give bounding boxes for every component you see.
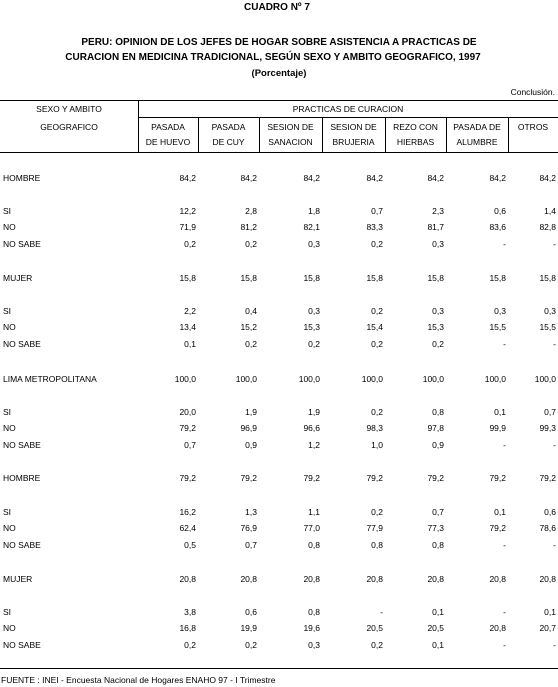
table-cell: 82,8: [539, 222, 556, 232]
row-label: MUJER: [3, 574, 33, 584]
table-cell: 2,8: [245, 206, 257, 216]
table-cell: 15,8: [179, 273, 196, 283]
table-cell: 84,2: [240, 173, 257, 183]
row-label: SI: [3, 306, 12, 316]
table-cell: 84,2: [489, 173, 506, 183]
table-cell: 0,2: [245, 239, 257, 249]
row-label: NO SABE: [3, 440, 41, 450]
table-cell: 0,6: [544, 507, 556, 517]
footer-rule: [0, 668, 558, 669]
table-cell: 0,1: [544, 607, 556, 617]
table-cell: -: [553, 440, 556, 450]
table-cell: 100,0: [174, 374, 196, 384]
table-cell: 79,2: [240, 473, 257, 483]
row-label: NO SABE: [3, 640, 41, 650]
table-cell: 71,9: [179, 222, 196, 232]
table-cell: 0,2: [371, 507, 383, 517]
table-cell: 84,2: [179, 173, 196, 183]
header-bottom-rule: [0, 152, 558, 153]
table-cell: 84,2: [303, 173, 320, 183]
group-header: PRACTICAS DE CURACION: [292, 104, 404, 114]
col-header-otros: OTROS: [517, 122, 549, 132]
table-cell: 0,8: [308, 540, 320, 550]
row-label: MUJER: [3, 273, 33, 283]
table-cell: 0,3: [544, 306, 556, 316]
row-label: NO SABE: [3, 239, 41, 249]
table-cell: 99,3: [539, 423, 556, 433]
table-row: [0, 540, 558, 552]
stub-header-line-1: SEXO Y AMBITO: [36, 104, 102, 114]
table-row: [0, 423, 558, 435]
table-cell: 15,3: [303, 322, 320, 332]
table-cell: 0,1: [184, 339, 196, 349]
table-cell: 0,1: [432, 640, 444, 650]
table-cell: 15,4: [366, 322, 383, 332]
table-cell: 83,3: [366, 222, 383, 232]
table-cell: 1,2: [308, 440, 320, 450]
table-cell: 84,2: [427, 173, 444, 183]
table-cell: 20,8: [539, 574, 556, 584]
table-cell: 0,7: [371, 206, 383, 216]
table-cell: 79,2: [489, 523, 506, 533]
table-cell: 100,0: [422, 374, 444, 384]
table-cell: 20,8: [179, 574, 196, 584]
table-cell: 100,0: [298, 374, 320, 384]
table-cell: -: [553, 339, 556, 349]
table-cell: 20,7: [539, 623, 556, 633]
table-cell: 15,2: [240, 322, 257, 332]
row-label: SI: [3, 407, 12, 417]
table-cell: -: [553, 239, 556, 249]
table-cell: 0,7: [245, 540, 257, 550]
conclusion-note: Conclusión.: [510, 87, 555, 97]
table-row: [0, 407, 558, 419]
table-cell: 15,5: [489, 322, 506, 332]
table-cell: 16,2: [179, 507, 196, 517]
table-cell: 20,8: [427, 574, 444, 584]
table-cell: 1,0: [371, 440, 383, 450]
table-cell: 0,2: [184, 239, 196, 249]
table-row: [0, 339, 558, 351]
table-cell: 1,9: [245, 407, 257, 417]
table-unit: (Porcentaje): [251, 68, 307, 79]
row-label: NO: [3, 222, 16, 232]
table-cell: 0,9: [432, 440, 444, 450]
table-cell: -: [503, 239, 506, 249]
table-cell: 0,4: [245, 306, 257, 316]
table-row: [0, 440, 558, 452]
row-label: NO SABE: [3, 339, 41, 349]
row-label: NO: [3, 623, 16, 633]
col-header-sesion-sanacion-2: SANACION: [268, 137, 313, 147]
table-cell: 0,1: [494, 507, 506, 517]
table-cell: -: [503, 640, 506, 650]
table-cell: -: [503, 339, 506, 349]
table-cell: -: [503, 440, 506, 450]
table-cell: 99,9: [489, 423, 506, 433]
table-cell: 0,8: [308, 607, 320, 617]
table-cell: 0,3: [432, 306, 444, 316]
table-cell: 19,6: [303, 623, 320, 633]
table-cell: 79,2: [489, 473, 506, 483]
table-cell: 0,3: [494, 306, 506, 316]
table-cell: 15,8: [489, 273, 506, 283]
col-header-sesion-brujeria-1: SESION DE: [330, 122, 377, 132]
table-cell: 62,4: [179, 523, 196, 533]
table-cell: 15,3: [427, 322, 444, 332]
table-cell: 20,5: [427, 623, 444, 633]
table-cell: 77,3: [427, 523, 444, 533]
table-cell: 81,7: [427, 222, 444, 232]
table-cell: 0,1: [494, 407, 506, 417]
table-cell: 0,2: [245, 339, 257, 349]
table-cell: 0,5: [184, 540, 196, 550]
table-cell: 0,2: [371, 239, 383, 249]
table-row: [0, 507, 558, 519]
table-cell: 81,2: [240, 222, 257, 232]
row-label: NO: [3, 523, 16, 533]
table-cell: 79,2: [366, 473, 383, 483]
table-cell: -: [503, 540, 506, 550]
table-cell: 0,2: [371, 407, 383, 417]
group-rule: [138, 117, 558, 118]
col-header-pasada-alumbre-1: PASADA DE: [453, 122, 501, 132]
table-cell: 2,2: [184, 306, 196, 316]
table-row: [0, 374, 558, 386]
table-cell: 97,8: [427, 423, 444, 433]
table-cell: 20,5: [366, 623, 383, 633]
table-cell: -: [553, 640, 556, 650]
table-title-line-1: PERU: OPINION DE LOS JEFES DE HOGAR SOBRE ASISTENCIA A PRACTICAS DE: [81, 37, 477, 48]
col-header-sesion-sanacion-1: SESION DE: [267, 122, 314, 132]
table-cell: 79,2: [427, 473, 444, 483]
table-row: [0, 306, 558, 318]
table-cell: -: [553, 540, 556, 550]
table-cell: 13,4: [179, 322, 196, 332]
table-cell: 0,3: [308, 640, 320, 650]
table-cell: 79,2: [179, 423, 196, 433]
table-cell: 0,2: [245, 640, 257, 650]
table-cell: 79,2: [303, 473, 320, 483]
table-cell: 100,0: [235, 374, 257, 384]
row-label: SI: [3, 507, 12, 517]
table-cell: 96,6: [303, 423, 320, 433]
table-cell: 15,8: [366, 273, 383, 283]
table-cell: 20,8: [489, 574, 506, 584]
col-header-pasada-huevo-1: PASADA: [151, 122, 185, 132]
table-row: [0, 206, 558, 218]
table-cell: 0,6: [494, 206, 506, 216]
table-cell: 0,6: [245, 607, 257, 617]
table-row: [0, 574, 558, 586]
table-cell: 77,0: [303, 523, 320, 533]
row-label: NO: [3, 322, 16, 332]
table-cell: 0,3: [432, 239, 444, 249]
table-cell: 0,8: [432, 407, 444, 417]
table-cell: 2,3: [432, 206, 444, 216]
col-header-rezo-hierbas-2: HIERBAS: [396, 137, 435, 147]
table-cell: 0,2: [184, 640, 196, 650]
table-row: [0, 623, 558, 635]
table-cell: 0,2: [371, 640, 383, 650]
table-cell: 20,8: [489, 623, 506, 633]
table-cell: 1,3: [245, 507, 257, 517]
table-cell: 16,8: [179, 623, 196, 633]
table-cell: 0,2: [432, 339, 444, 349]
table-cell: 0,2: [371, 306, 383, 316]
row-label: HOMBRE: [3, 473, 41, 483]
table-cell: 1,1: [308, 507, 320, 517]
col-header-pasada-cuy-2: DE CUY: [212, 137, 245, 147]
row-label: HOMBRE: [3, 173, 41, 183]
table-cell: 3,8: [184, 607, 196, 617]
table-cell: 0,7: [544, 407, 556, 417]
table-cell: 15,8: [303, 273, 320, 283]
table-row: [0, 173, 558, 185]
table-cell: 0,1: [432, 607, 444, 617]
table-cell: -: [380, 607, 383, 617]
table-row: [0, 640, 558, 652]
table-cell: 20,8: [303, 574, 320, 584]
source-footnote: FUENTE : INEI - Encuesta Nacional de Hogares ENAHO 97 - I Trimestre: [1, 675, 276, 685]
table-cell: 0,9: [245, 440, 257, 450]
table-cell: 96,9: [240, 423, 257, 433]
row-label: SI: [3, 206, 12, 216]
row-label: SI: [3, 607, 12, 617]
table-cell: 0,8: [432, 540, 444, 550]
table-cell: 15,5: [539, 322, 556, 332]
table-cell: 83,6: [489, 222, 506, 232]
table-cell: 0,3: [308, 239, 320, 249]
row-label: NO: [3, 423, 16, 433]
table-cell: 20,0: [179, 407, 196, 417]
table-cell: 0,2: [371, 339, 383, 349]
table-cell: 76,9: [240, 523, 257, 533]
table-row: [0, 273, 558, 285]
table-row: [0, 322, 558, 334]
col-header-pasada-cuy-1: PASADA: [211, 122, 246, 132]
table-cell: 15,8: [427, 273, 444, 283]
table-cell: 82,1: [303, 222, 320, 232]
table-cell: 1,8: [308, 206, 320, 216]
table-cell: 78,6: [539, 523, 556, 533]
col-header-pasada-huevo-2: DE HUEVO: [145, 137, 191, 147]
table-title-line-2: CURACION EN MEDICINA TRADICIONAL, SEGÚN SEXO Y AMBITO GEOGRAFICO, 1997: [65, 52, 481, 63]
table-row: [0, 239, 558, 251]
table-cell: 15,8: [240, 273, 257, 283]
table-cell: 19,9: [240, 623, 257, 633]
table-row: [0, 473, 558, 485]
table-cell: 0,8: [371, 540, 383, 550]
table-cell: 79,2: [179, 473, 196, 483]
table-cell: 98,3: [366, 423, 383, 433]
table-cell: 20,8: [240, 574, 257, 584]
header-top-rule: [0, 100, 558, 101]
table-cell: 84,2: [366, 173, 383, 183]
table-number: CUADRO Nº 7: [244, 2, 310, 13]
table-cell: 0,3: [308, 306, 320, 316]
table-cell: 1,4: [544, 206, 556, 216]
table-row: [0, 222, 558, 234]
col-header-rezo-hierbas-1: REZO CON: [393, 122, 438, 132]
table-cell: 12,2: [179, 206, 196, 216]
table-cell: 84,2: [539, 173, 556, 183]
col-header-pasada-alumbre-2: ALUMBRE: [456, 137, 498, 147]
table-cell: 0,7: [184, 440, 196, 450]
table-row: [0, 607, 558, 619]
table-cell: 100,0: [361, 374, 383, 384]
table-cell: 79,2: [539, 473, 556, 483]
col-header-sesion-brujeria-2: BRUJERIA: [332, 137, 375, 147]
table-cell: 15,8: [539, 273, 556, 283]
table-cell: -: [503, 607, 506, 617]
table-cell: 20,8: [366, 574, 383, 584]
table-cell: 1,9: [308, 407, 320, 417]
table-cell: 77,9: [366, 523, 383, 533]
row-label: LIMA METROPOLITANA: [3, 374, 97, 384]
row-label: NO SABE: [3, 540, 41, 550]
table-cell: 100,0: [484, 374, 506, 384]
table-cell: 0,7: [432, 507, 444, 517]
table-cell: 0,2: [308, 339, 320, 349]
table-cell: 100,0: [534, 374, 556, 384]
table-row: [0, 523, 558, 535]
stub-header-line-2: GEOGRAFICO: [40, 122, 98, 132]
